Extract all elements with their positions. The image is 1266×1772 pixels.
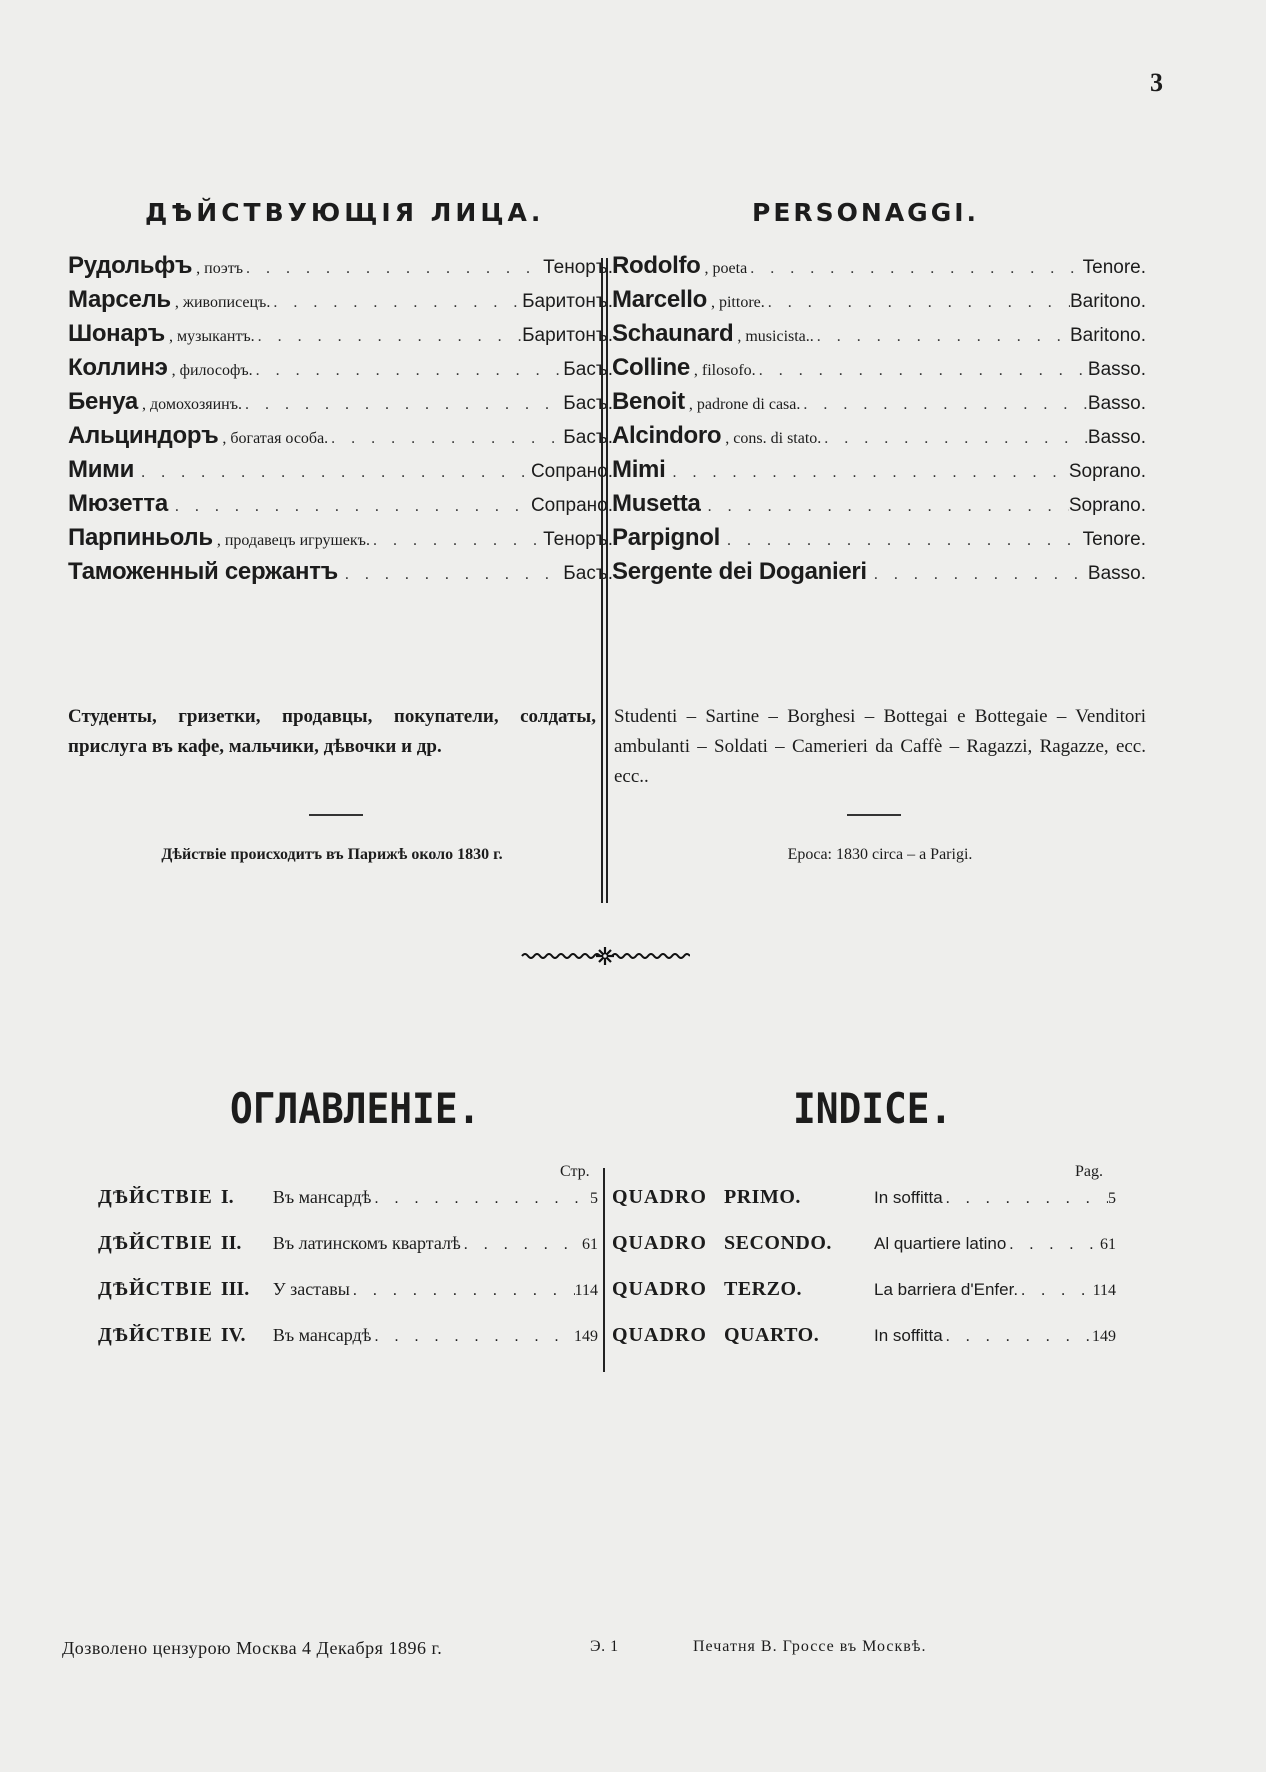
leader-dots [371,1190,590,1208]
character-desc: , cons. di stato. [725,430,822,447]
cast-row [68,252,613,286]
character-desc: , filosofo. [693,362,756,379]
cast-row [612,354,1146,388]
leader-dots [350,1282,575,1300]
act-number: II. [220,1232,242,1254]
cast-row [612,252,1146,286]
character-name: Sergente dei Doganieri [612,558,867,585]
setting-ru: Дѣйствіе происходитъ въ Парижѣ около 1830 г. [161,846,503,863]
cast-row [68,558,613,592]
voice-type: Сопрано. [530,495,613,516]
voice-type: Сопрано. [530,461,613,482]
voice-type: Tenore. [1082,257,1146,278]
character-name: Colline [612,354,690,381]
voice-type: Басъ. [563,393,613,414]
act-label: ДѢЙСТВІЕ [98,1278,213,1300]
act-page: 61 [1100,1236,1116,1253]
act-page: 114 [1092,1282,1116,1299]
toc-row[interactable] [612,1324,1116,1370]
act-title: У заставы [272,1279,350,1299]
voice-type: Теноръ. [543,257,613,278]
character-name: Альциндоръ [68,422,219,449]
voice-type: Басъ. [563,563,613,584]
toc-title-it: INDICE. [793,1084,953,1133]
leader-dots [342,566,563,584]
cast-row [68,490,613,524]
toc-row[interactable] [612,1232,1116,1278]
act-page: 61 [582,1236,598,1253]
cast-row [68,456,613,490]
cast-row [68,286,613,320]
leader-dots [371,1328,574,1346]
toc-row[interactable] [98,1186,598,1232]
act-label: QUADRO [612,1278,707,1300]
character-desc: , pittore. [710,294,765,311]
act-label: ДѢЙСТВІЕ [98,1324,213,1346]
cast-row [68,354,613,388]
setting-it: Epoca: 1830 circa – a Parigi. [787,846,973,863]
act-label: QUADRO [612,1324,707,1346]
act-title: Въ латинскомъ кварталѣ [272,1233,461,1253]
character-desc: , poeta [704,260,748,277]
cast-row [68,422,613,456]
voice-type: Басъ. [563,427,613,448]
act-title: In soffitta [874,1188,943,1207]
leader-dots [172,498,531,516]
cast-list-it [612,252,1146,592]
leader-dots [943,1328,1092,1346]
toc-row[interactable] [98,1324,598,1370]
toc-list-ru [98,1186,598,1370]
cast-row [612,422,1146,456]
leader-dots [756,362,1088,380]
act-number: PRIMO. [724,1186,801,1208]
chorus-text-ru: Студенты, гризетки, продавцы, покупатели, солдаты, прислуга въ кафе, мальчики, дѣвочки и др. [68,706,596,757]
cast-row [68,320,613,354]
character-name: Marcello [612,286,707,313]
act-page: 114 [574,1282,598,1299]
cast-row [612,388,1146,422]
act-page: 149 [574,1328,598,1345]
character-name: Мюзетта [68,490,168,517]
cast-row [612,320,1146,354]
character-name: Rodolfo [612,252,701,279]
voice-type: Басъ. [563,359,613,380]
voice-type: Basso. [1087,427,1146,448]
cast-list-ru [68,252,613,592]
leader-dots [705,498,1069,516]
voice-type: Баритонъ. [522,325,613,346]
voice-type: Tenore. [1082,529,1146,550]
voice-type: Baritono. [1069,325,1146,346]
leader-dots [328,430,563,448]
leader-dots [943,1190,1108,1208]
character-name: Шонаръ [68,320,165,347]
cast-row [612,558,1146,592]
voice-type: Baritono. [1069,291,1146,312]
leader-dots [370,532,543,550]
edition-code: Э. 1 [590,1638,619,1655]
chorus-text-it: Studenti – Sartine – Borghesi – Bottegai e Bottegaie – Venditori ambulanti – Soldati – Camerieri da Caffè – Ragazzi, Ragazze, ecc. ecc.. [614,706,1146,787]
character-desc: , поэтъ [196,260,244,277]
page-label-it: Pag. [1075,1163,1103,1180]
character-name: Mimi [612,456,666,483]
toc-row[interactable] [98,1232,598,1278]
ornament-divider [520,944,690,968]
leader-dots [724,532,1083,550]
character-desc: , богатая особа. [222,430,329,447]
act-number: III. [220,1278,250,1300]
column-divider [603,1168,605,1372]
voice-type: Soprano. [1068,495,1146,516]
voice-type: Basso. [1087,563,1146,584]
act-number: IV. [220,1324,246,1346]
page-label-ru: Стр. [560,1163,590,1180]
voice-type: Теноръ. [543,529,613,550]
cast-row [612,286,1146,320]
character-name: Alcindoro [612,422,722,449]
act-title: Въ мансардѣ [272,1325,372,1345]
toc-title-ru: ОГЛАВЛЕНІЕ. [230,1084,481,1133]
toc-list-it [612,1186,1116,1370]
character-name: Benoit [612,388,685,415]
leader-dots [1018,1282,1093,1300]
character-name: Parpignol [612,524,720,551]
character-desc: , musicista.. [737,328,814,345]
leader-dots [461,1236,582,1254]
character-name: Рудольфъ [68,252,193,279]
short-rule [847,814,901,816]
character-desc: , философъ. [171,362,253,379]
character-name: Musetta [612,490,701,517]
cast-row [612,456,1146,490]
act-title: Al quartiere latino [874,1234,1007,1253]
cast-row [612,524,1146,558]
character-desc: , живописецъ. [174,294,271,311]
leader-dots [871,566,1088,584]
leader-dots [669,464,1068,482]
character-name: Schaunard [612,320,734,347]
voice-type: Basso. [1087,359,1146,380]
act-label: QUADRO [612,1232,707,1254]
toc-row[interactable] [612,1186,1116,1232]
cast-title-ru: ДѢЙСТВУЮЩІЯ ЛИЦА. [145,198,545,227]
censorship-note: Дозволено цензурою Москва 4 Декабря 1896 г. [62,1638,443,1658]
act-label: ДѢЙСТВІЕ [98,1186,213,1208]
leader-dots [138,464,531,482]
leader-dots [1006,1236,1100,1254]
leader-dots [270,294,522,312]
cast-row [68,524,613,558]
act-title: Въ мансардѣ [272,1187,372,1207]
cast-title-it: PERSONAGGI. [752,198,980,227]
act-title: La barriera d'Enfer. [874,1280,1019,1299]
character-desc: , padrone di casa. [688,396,801,413]
printer-note: Печатня В. Гроссе въ Москвѣ. [693,1638,927,1655]
page-number: 3 [1150,68,1163,97]
character-name: Таможенный сержантъ [68,558,338,585]
act-page: 149 [1092,1328,1116,1345]
act-label: ДѢЙСТВІЕ [98,1232,213,1254]
character-desc: , музыкантъ. [168,328,255,345]
act-number: TERZO. [724,1278,803,1300]
cast-row [612,490,1146,524]
character-name: Парпиньоль [68,524,213,551]
character-desc: , продавецъ игрушекъ. [216,532,370,549]
cast-row [68,388,613,422]
act-title: In soffitta [874,1326,943,1345]
leader-dots [747,260,1082,278]
leader-dots [765,294,1070,312]
toc-row[interactable] [612,1278,1116,1324]
leader-dots [800,396,1088,414]
act-number: QUARTO. [724,1324,820,1346]
leader-dots [242,396,563,414]
leader-dots [821,430,1088,448]
leader-dots [814,328,1070,346]
leader-dots [253,362,564,380]
character-name: Марсель [68,286,171,313]
act-number: I. [220,1186,234,1208]
leader-dots [243,260,543,278]
act-page: 5 [1108,1190,1116,1207]
toc-row[interactable] [98,1278,598,1324]
character-name: Коллинэ [68,354,168,381]
leader-dots [255,328,522,346]
character-desc: , домохозяинъ. [141,396,243,413]
act-number: SECONDO. [724,1232,832,1254]
act-page: 5 [590,1190,598,1207]
voice-type: Basso. [1087,393,1146,414]
act-label: QUADRO [612,1186,707,1208]
voice-type: Баритонъ. [522,291,613,312]
character-name: Мими [68,456,135,483]
character-name: Бенуа [68,388,138,415]
short-rule [309,814,363,816]
voice-type: Soprano. [1068,461,1146,482]
